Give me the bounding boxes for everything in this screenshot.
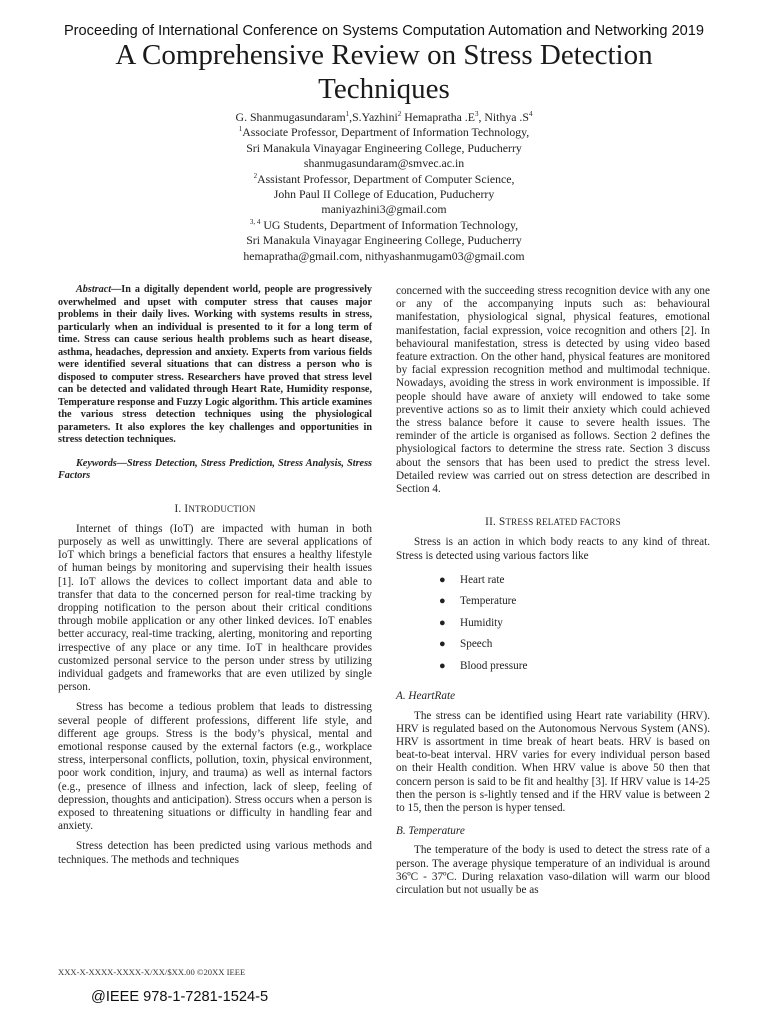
paper-title <box>40 38 728 106</box>
list-item <box>396 616 710 638</box>
list-item-text: Heart rate <box>460 573 505 586</box>
intro-paragraph-1: Internet of things (IoT) are impacted with human in both purposely as well as unwittingly. There are several applications of IoT which brings a beneficial factors that ensures a healthy lifestyle of human beings by monitoring and supervising their health issues [1]. IoT allows the devices to collect important data and able to transfer that data to the concerned person for real-time tracking by dropping notification to the person about their critical conditions through mobile application or any other linked devices. IoT enables better accuracy, real-time tracking, alerting, monitoring and reporting irrespective of any place or any time. IoT in healthcare provides customized personal service to the person under stress by utilizing individual gadgets and frameworks that are even utilized by single person. <box>58 522 372 694</box>
section-title-initial: S <box>499 516 506 529</box>
affiliation-sup: 3, 4 <box>249 217 261 226</box>
affiliation-3-email: hemapratha@gmail.com, nithyashanmugam03@gmail.com <box>243 248 525 263</box>
left-column <box>58 284 372 874</box>
right-column <box>396 285 710 904</box>
author-name: G. Shanmugasundaram <box>235 110 346 124</box>
list-item-text: Blood pressure <box>460 659 528 672</box>
intro-paragraph-3: Stress detection has been predicted using various methods and techniques. The methods and techniques <box>58 840 372 866</box>
subsection-heart-rate-heading: A. HeartRate <box>396 690 456 703</box>
affiliation-sup: 1 <box>238 125 243 134</box>
bullet-icon: ● <box>439 595 446 608</box>
abstract-text: —In a digitally dependent world, people are progressively overwhelmed and upset with computer stress that causes major problems in their daily lives. Working with systems results in stress, particularly when an individual is presented to it for a long term of time. Stress can cause serious health problems such as heart disease, asthma, headaches, depression and anxiety. Experts from various fields were identified several situations that can distress a person who is disposed to computer stress. Researchers have proved that stress level can be detected and validated through Heart Rate, Humidity response, Temperature response and Fuzzy Logic algorithm. This article examines the various stress detection techniques using the physiological parameters. It also explores the key challenges and opportunities in stress detection techniques. <box>58 284 372 445</box>
paper-title-line-1: A Comprehensive Review on Stress Detection <box>115 39 653 71</box>
intro-paragraph-2: Stress has become a tedious problem that leads to distressing several people of different professions, different life style, and different age groups. Stress is the body’s physical, mental and emotional response caused by the external factors (e.g., workplace stress, interpersonal conflicts, pollution, toxin, physical environment, poor work condition, injury, and trauma) as well as internal factors (e.g., presence of illness and infection, lack of sleep, feeling of depression, thoughts and anticipation). Stress occurs when a person is exposed to threatening situations or difficulty in handling fear and anxiety. <box>58 701 372 833</box>
list-item <box>396 637 710 659</box>
list-item <box>396 659 710 681</box>
conference-header: Proceeding of International Conference on Systems Computation Automation and Networking 2019 <box>63 23 705 39</box>
author-name: , Nithya .S <box>478 110 529 124</box>
bullet-icon: ● <box>439 638 446 651</box>
keywords: Keywords—Stress Detection, Stress Prediction, Stress Analysis, Stress Factors <box>58 457 372 481</box>
affiliation-2-email: maniyazhini3@gmail.com <box>321 202 447 217</box>
section-2-intro: Stress is an action in which body reacts to any kind of threat. Stress is detected using various factors like <box>396 536 710 562</box>
author-name: Hemapratha .E <box>401 110 475 124</box>
list-item <box>396 594 710 616</box>
bullet-icon: ● <box>439 659 446 672</box>
author-sup: 4 <box>528 110 533 119</box>
affiliation-2-line-1 <box>130 172 638 187</box>
affiliation-1-email: shanmugasundaram@smvec.ac.in <box>303 156 465 171</box>
abstract-label: Abstract <box>76 284 112 295</box>
author-block <box>130 110 638 264</box>
stress-factors-list <box>396 573 710 681</box>
affiliation-1-line-2: Sri Manakula Vinayagar Engineering College, Puducherry <box>246 140 522 155</box>
footer-isbn: XXX-X-XXXX-XXXX-X/XX/$XX.00 ©20XX IEEE <box>58 967 246 977</box>
affiliation-3-line-2: Sri Manakula Vinayagar Engineering College, Puducherry <box>246 233 522 248</box>
abstract <box>58 284 372 447</box>
author-sup: 2 <box>397 110 402 119</box>
bullet-icon: ● <box>439 573 446 586</box>
author-names <box>130 110 638 125</box>
subsection-temperature-text: The temperature of the body is used to detect the stress rate of a person. The average physique temperature of an individual is around 36ºC - 37ºC. During relaxation vaso-dilation will warm our blood circulation but not usually be as <box>396 844 710 896</box>
subsection-heart-rate-text: The stress can be identified using Heart rate variability (HRV). HRV is regulated based on the Autonomous Nervous System (ANS). HRV is assortment in time break of heart beats. HRV is based on beat-to-beat interval. HRV varies for every individual person based on their Health condition. When HRV value is above 50 then that concern person is said to be fit and healthy [3]. If HRV value is 14-25 then the person is s-lightly tensed and if the HRV value is between 2 to 15, then the person is hyper tensed. <box>396 709 710 814</box>
list-item <box>396 573 710 595</box>
affiliation-sup: 2 <box>253 171 258 180</box>
author-name: ,S.Yazhini <box>349 110 398 124</box>
subsection-temperature-heading: B. Temperature <box>396 825 465 838</box>
affiliation-text: Associate Professor, Department of Information Technology, <box>242 125 530 140</box>
affiliation-3-line-1 <box>130 218 638 233</box>
paper-title-line-2: Techniques <box>318 73 450 105</box>
section-number: II. <box>485 516 497 529</box>
affiliation-text: Assistant Professor, Department of Computer Science, <box>257 171 515 186</box>
list-item-text: Humidity <box>460 616 503 629</box>
author-sup: 1 <box>345 110 350 119</box>
affiliation-2-line-2: John Paul II College of Education, Puducherry <box>273 187 495 202</box>
author-sup: 3 <box>474 110 479 119</box>
intro-paragraph-3-continued: concerned with the succeeding stress recognition device with any one or any of the accompanying inputs such as: behavioural manifestation, physiological signal, physical features, emotional manifestation, facial expression, voice recognition and others [2]. In behavioural manifestation, stress is detected by using video based feature extraction. On the other hand, physical features are monitored by facial expression recognition method and multimodal technique. Nowadays, avoiding the stress in work environment is impossible. If people should have aware of anxiety will endowed to take some preventive actions so as to limit their anxiety which could achieved the stress balance before it cause to severe health issues. The reminder of the article is organised as follows. Section 2 defines the physiological factors to determine the stress rate. Section 3 discuss about the sensors that has been used to predict the stress level. Detailed review was carried out on stress detection are described in Section 4. <box>396 285 710 496</box>
affiliation-text: UG Students, Department of Information Technology, <box>260 217 519 232</box>
section-title-rest: TRESS RELATED FACTORS <box>505 517 621 528</box>
section-2-heading <box>396 516 710 529</box>
section-1-heading <box>58 503 372 516</box>
section-title-initial: I <box>184 502 189 515</box>
section-number: I. <box>174 502 182 515</box>
bullet-icon: ● <box>439 616 446 629</box>
affiliation-1-line-1 <box>130 125 638 140</box>
list-item-text: Speech <box>460 638 493 651</box>
list-item-text: Temperature <box>460 595 517 608</box>
section-title-rest: NTRODUCTION <box>188 503 256 514</box>
footer-ieee-id: @IEEE 978-1-7281-1524-5 <box>91 989 269 1005</box>
